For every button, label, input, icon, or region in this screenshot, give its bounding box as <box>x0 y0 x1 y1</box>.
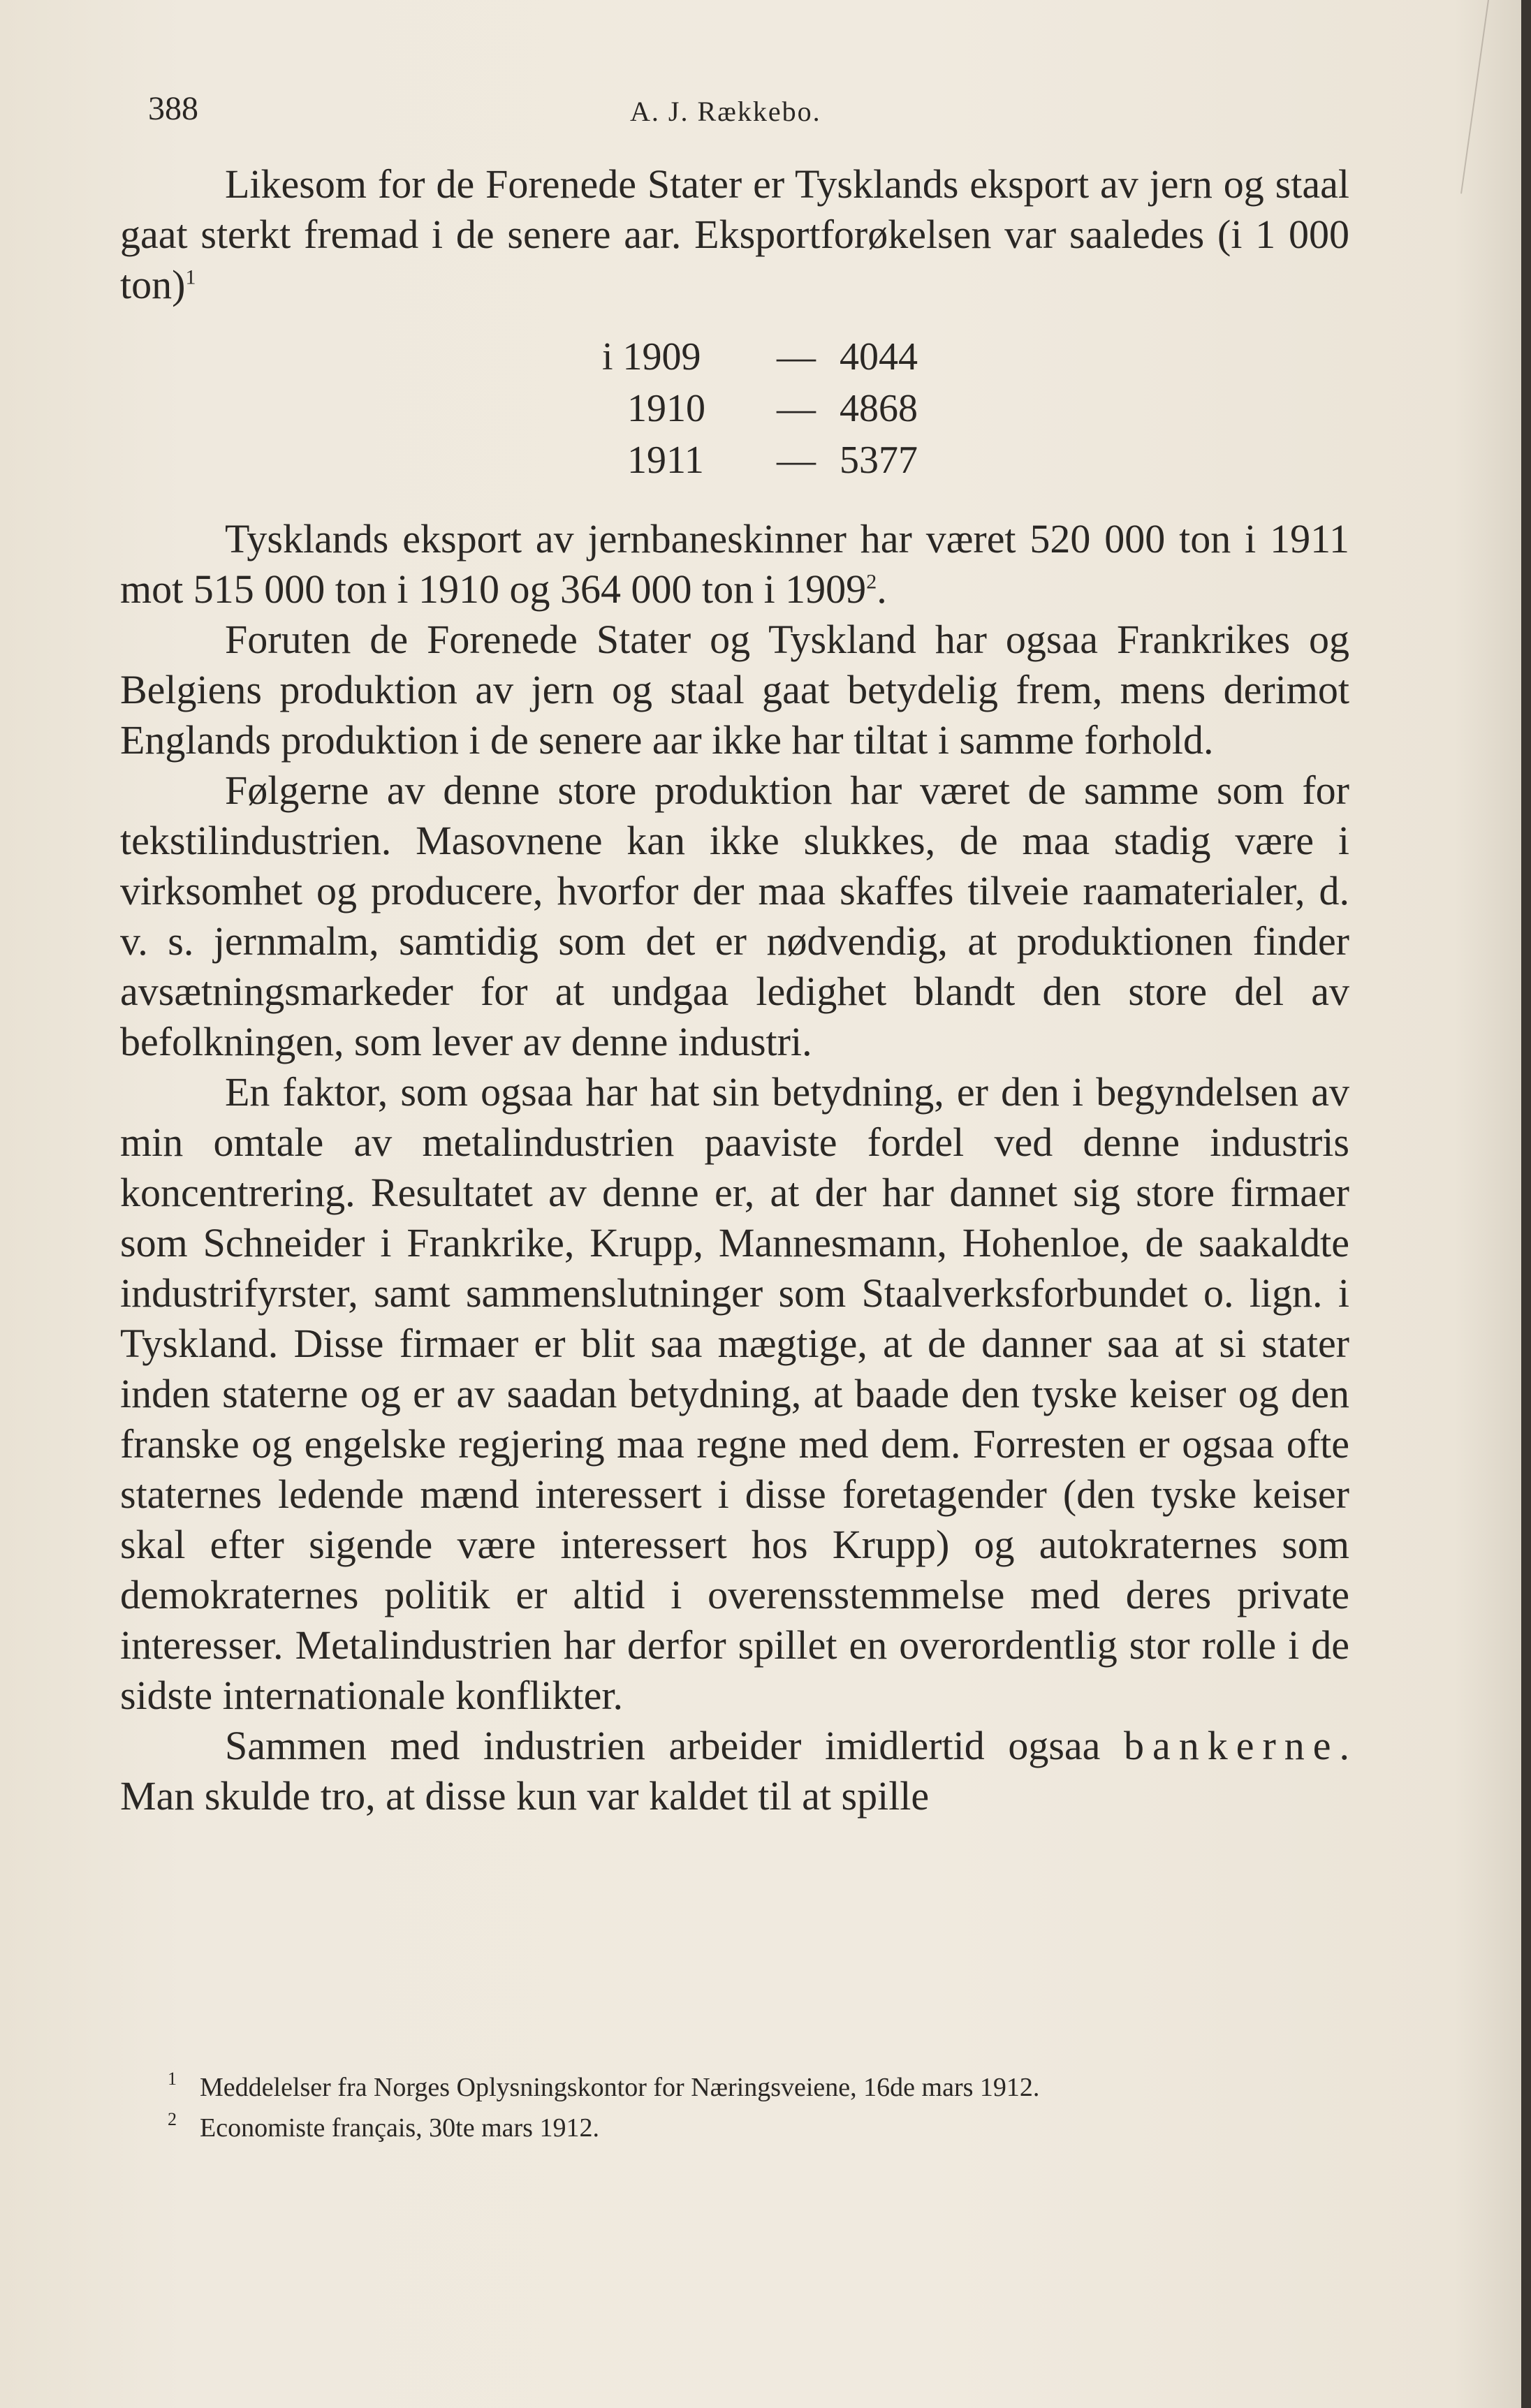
table-dash: — <box>777 439 816 482</box>
paragraph-2-end: . <box>877 566 887 612</box>
fold-line <box>1460 0 1489 193</box>
paragraph-4: Følgerne av denne store produktion har været de samme som for tekstilindustrien. Masovnene kan ikke slukkes, de maa stadig være i virksomhet og producere, hvorfor der maa skaffes tilveie raamaterialer, d. v. s. jernmalm, samtidig som det er nødvendig, at produktionen finder avsætningsmarkeder for at undgaa ledighet blandt den store del av befolkningen, som lever av denne industri. <box>120 768 1349 1064</box>
table-row <box>602 331 1349 383</box>
body-text <box>120 159 1349 1821</box>
paragraph-6-text: Sammen med industrien arbeider imidlertid ogsaa <box>225 1723 1101 1768</box>
export-table <box>120 331 1349 486</box>
footnote-ref-2: 2 <box>866 570 877 594</box>
footnote-text: Economiste français, 30te mars 1912. <box>200 2113 599 2143</box>
table-dash: — <box>777 335 816 379</box>
running-head <box>148 89 1335 138</box>
table-dash: — <box>777 387 816 430</box>
page-edge-shadow <box>1521 0 1531 2408</box>
footnote-text: Meddelelser fra Norges Oplysningskontor for Næringsveiene, 16de mars 1912. <box>200 2073 1040 2102</box>
paragraph-2 <box>120 514 1349 615</box>
paragraph-5: En faktor, som ogsaa har hat sin betydning, er den i begyndelsen av min omtale av metalindustrien paaviste fordel ved denne industris koncentrering. Resultatet av denne er, at der har dannet sig store firmaer som Schneider i Frankrike, Krupp, Mannesmann, Hohenloe, de saakaldte industrifyrster, samt sammenslutninger som Staalverksforbundet o. lign. i Tyskland. Disse firmaer er blit saa mægtige, at de danner saa at si stater inden staterne og er av saadan betydning, at baade den tyske keiser og den franske og engelske regjering maa regne med dem. Forresten er ogsaa ofte staternes ledende mænd interessert i disse foretagender (den tyske keiser skal efter sigende være interessert hos Krupp) og autokraternes som demokraternes politik er altid i overensstemmelse med deres private interesser. Metalindustrien har derfor spillet en overordentlig stor rolle i de sidste internationale konflikter. <box>120 1069 1349 1718</box>
table-row <box>602 434 1349 486</box>
footnote <box>168 2108 1355 2148</box>
paragraph-6-end: . Man skulde tro, at disse kun var kaldet til at spille <box>120 1723 1349 1819</box>
table-row <box>602 383 1349 434</box>
footnote-ref-1: 1 <box>185 265 196 289</box>
running-head-author: A. J. Rækkebo. <box>630 96 821 127</box>
footnote-mark: 1 <box>168 2069 177 2089</box>
table-value: 4868 <box>840 387 918 430</box>
paragraph-2-text: Tysklands eksport av jernbaneskinner har været 520 000 ton i 1911 mot 515 000 ton i 1910 og 364 000 ton i 1909 <box>120 516 1349 612</box>
paragraph-1-text: Likesom for de Forenede Stater er Tysklands eksport av jern og staal gaat sterkt fremad i de senere aar. Eksportforøkelsen var saaledes (i 1 000 ton) <box>120 161 1349 307</box>
paragraph-1 <box>120 159 1349 310</box>
table-value: 4044 <box>840 335 918 379</box>
paragraph-3: Foruten de Forenede Stater og Tyskland har ogsaa Frankrikes og Belgiens produktion av jern og staal gaat betydelig frem, mens derimot Englands produktion i de senere aar ikke har tiltat i samme forhold. <box>120 617 1349 763</box>
table-year: 1910 <box>627 387 705 430</box>
paragraph-6 <box>120 1721 1349 1821</box>
footnote <box>168 2067 1355 2108</box>
spaced-word: bankerne <box>1123 1723 1340 1768</box>
footnote-mark: 2 <box>168 2109 177 2129</box>
table-year: i 1909 <box>602 335 701 379</box>
footnotes <box>168 2067 1355 2148</box>
table-value: 5377 <box>840 439 918 482</box>
table-year: 1911 <box>627 439 704 482</box>
page-number: 388 <box>148 90 198 127</box>
